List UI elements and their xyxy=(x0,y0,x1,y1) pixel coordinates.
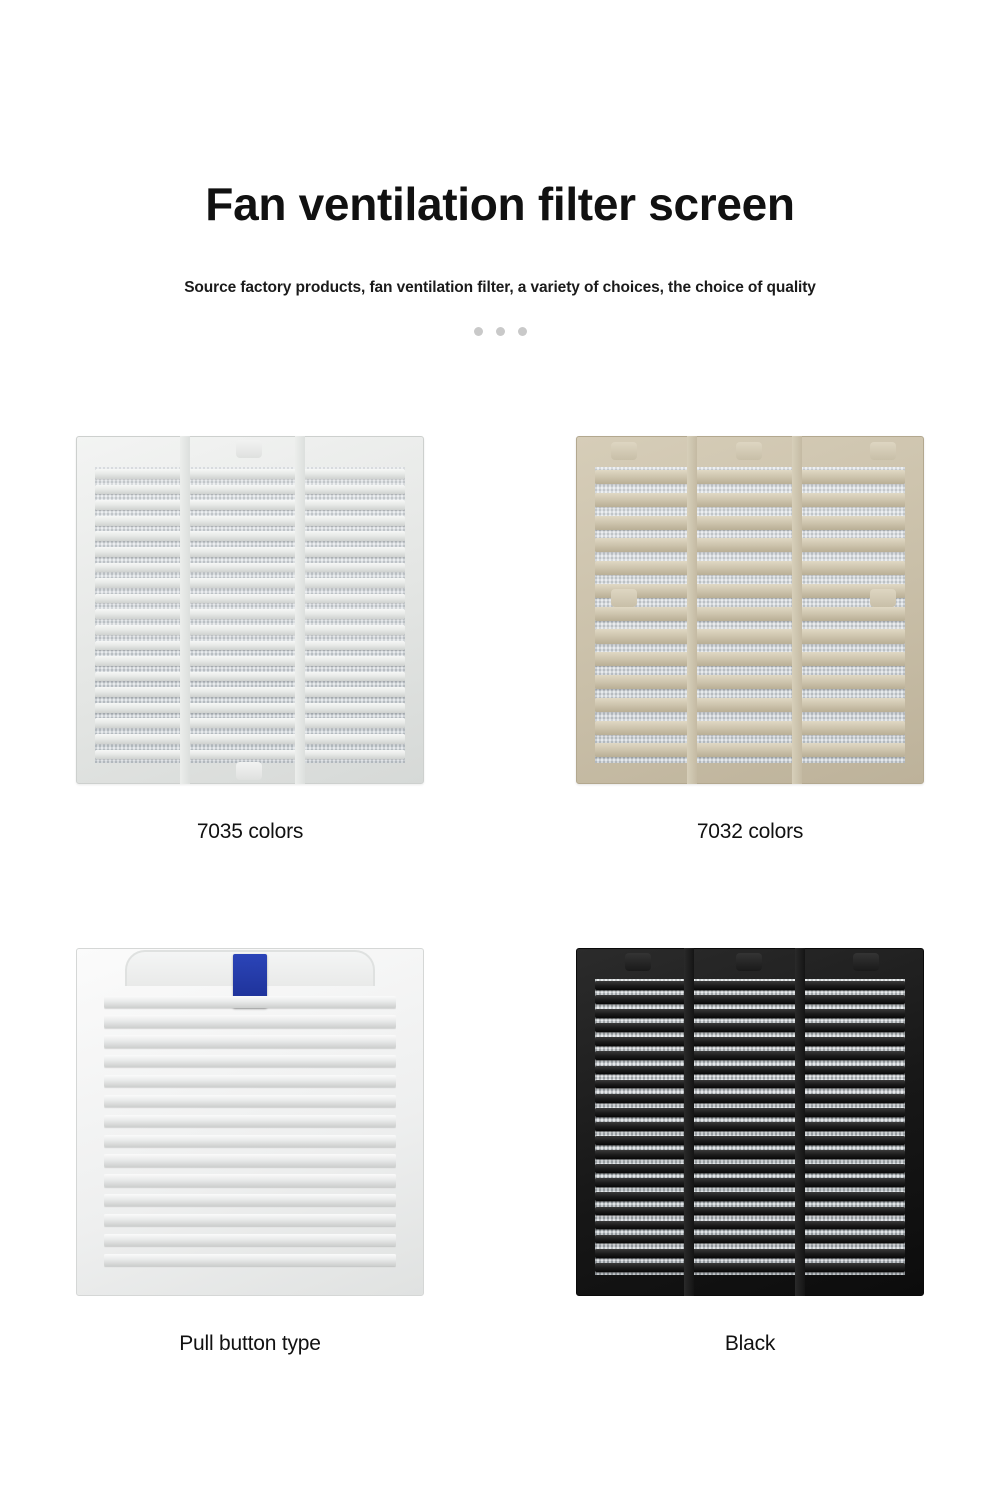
grille-slat xyxy=(104,1154,396,1166)
grille-slats xyxy=(104,993,396,1271)
carousel-dot[interactable] xyxy=(474,327,483,336)
grille-slat xyxy=(104,996,396,1008)
grille-post xyxy=(795,948,805,1296)
grille-latch-tab xyxy=(611,589,637,607)
grille-post xyxy=(687,436,697,784)
grille-latch-tab xyxy=(611,442,637,460)
grille-slat xyxy=(104,1214,396,1226)
grille-slat xyxy=(104,1015,396,1027)
grille-slat xyxy=(104,1194,396,1206)
grille-latch-tab xyxy=(870,442,896,460)
filter-grille-7035-graphic xyxy=(76,436,424,784)
filter-grille-pull-button-graphic xyxy=(76,948,424,1296)
product-image-7035 xyxy=(70,430,430,790)
filter-grille-black-graphic xyxy=(576,948,924,1296)
grille-post xyxy=(180,436,190,784)
product-card-7032[interactable] xyxy=(500,430,1000,844)
grille-slat xyxy=(104,1095,396,1107)
grille-latch-tab xyxy=(236,762,262,780)
product-image-7032 xyxy=(570,430,930,790)
grille-slat xyxy=(104,1035,396,1047)
grille-slat xyxy=(104,1055,396,1067)
product-grid xyxy=(0,430,1000,1356)
grille-slat xyxy=(104,1075,396,1087)
page-subtitle: Source factory products, fan ventilation filter, a variety of choices, the choice of quality xyxy=(184,278,816,296)
product-caption: Black xyxy=(724,1332,776,1355)
grille-slat xyxy=(104,1115,396,1127)
product-card-7035[interactable] xyxy=(0,430,500,844)
carousel-dots[interactable] xyxy=(0,297,1000,336)
carousel-dot[interactable] xyxy=(496,327,505,336)
grille-post xyxy=(295,436,305,784)
grille-latch-tab xyxy=(236,440,262,458)
carousel-dot[interactable] xyxy=(518,327,527,336)
grille-posts xyxy=(576,436,924,784)
grille-post xyxy=(792,436,802,784)
grille-latch-tab xyxy=(870,589,896,607)
grille-slat xyxy=(104,1234,396,1246)
filter-grille-7032-graphic xyxy=(576,436,924,784)
page-title: Fan ventilation filter screen xyxy=(205,178,795,230)
grille-slat xyxy=(104,1174,396,1186)
product-card-pull-button[interactable] xyxy=(0,942,500,1356)
product-image-black xyxy=(570,942,930,1302)
grille-posts xyxy=(576,948,924,1296)
grille-slat xyxy=(104,1135,396,1147)
grille-slat xyxy=(104,1254,396,1266)
grille-posts xyxy=(76,436,424,784)
grille-latch-tab xyxy=(736,953,762,971)
product-image-pull-button xyxy=(70,942,430,1302)
product-caption: Pull button type xyxy=(179,1332,321,1355)
page-header xyxy=(0,0,1000,336)
grille-latch-tab xyxy=(736,442,762,460)
grille-inner xyxy=(104,993,396,1271)
grille-latch-tab xyxy=(625,953,651,971)
grille-latch-tab xyxy=(853,953,879,971)
product-caption: 7035 colors xyxy=(196,820,304,843)
product-card-black[interactable] xyxy=(500,942,1000,1356)
grille-post xyxy=(684,948,694,1296)
product-caption: 7032 colors xyxy=(696,820,804,843)
